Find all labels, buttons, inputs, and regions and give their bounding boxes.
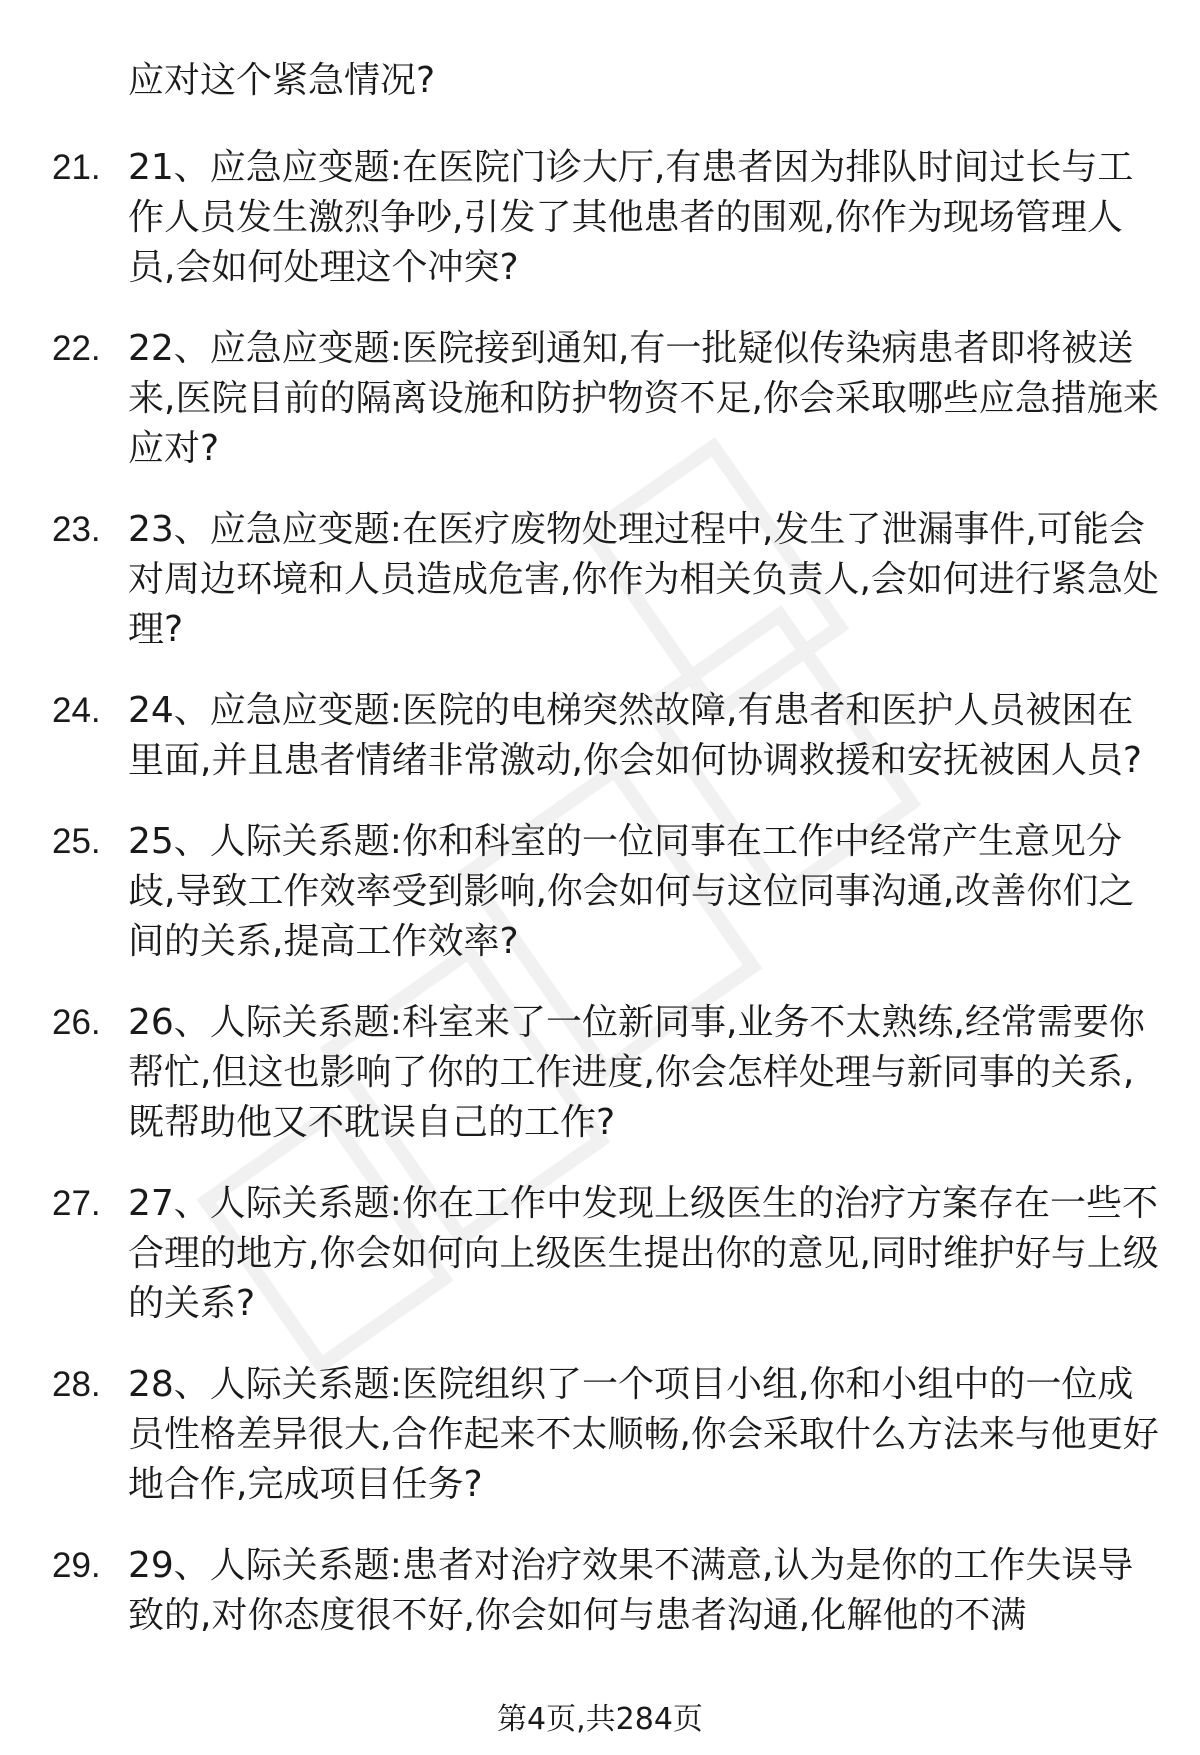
list-item	[0, 998, 1200, 1148]
question-text: 29、人际关系题:患者对治疗效果不满意,认为是你的工作失误导致的,对你态度很不好,你会如何与患者沟通,化解他的不满	[128, 1545, 1134, 1636]
question-text: 22、应急应变题:医院接到通知,有一批疑似传染病患者即将被送来,医院目前的隔离设施和防护物资不足,你会采取哪些应急措施来应对?	[128, 328, 1159, 469]
list-item	[0, 1360, 1200, 1510]
question-text: 26、人际关系题:科室来了一位新同事,业务不太熟练,经常需要你帮忙,但这也影响了你的工作进度,你会怎样处理与新同事的关系,既帮助他又不耽误自己的工作?	[128, 1002, 1145, 1143]
page-footer: 第4页,共284页	[497, 1702, 703, 1737]
question-text: 23、应急应变题:在医疗废物处理过程中,发生了泄漏事件,可能会对周边环境和人员造成危害,你作为相关负责人,会如何进行紧急处理?	[128, 509, 1159, 650]
list-item	[0, 817, 1200, 967]
list-item	[0, 505, 1200, 655]
list-item	[0, 1541, 1200, 1641]
list-item	[0, 686, 1200, 786]
list-item	[0, 1179, 1200, 1329]
question-text: 27、人际关系题:你在工作中发现上级医生的治疗方案存在一些不合理的地方,你会如何向上级医生提出你的意见,同时维护好与上级的关系?	[128, 1183, 1159, 1324]
question-number: 29.	[52, 1546, 101, 1585]
question-list	[0, 143, 1200, 1672]
question-number: 26.	[52, 1003, 101, 1042]
continuation-text: 应对这个紧急情况?	[128, 60, 436, 101]
question-text: 24、应急应变题:医院的电梯突然故障,有患者和医护人员被困在里面,并且患者情绪非常激动,你会如何协调救援和安抚被困人员?	[128, 690, 1142, 781]
question-number: 23.	[52, 510, 101, 549]
question-text: 25、人际关系题:你和科室的一位同事在工作中经常产生意见分歧,导致工作效率受到影响,你会如何与这位同事沟通,改善你们之间的关系,提高工作效率?	[128, 821, 1135, 962]
question-text: 28、人际关系题:医院组织了一个项目小组,你和小组中的一位成员性格差异很大,合作起来不太顺畅,你会采取什么方法来与他更好地合作,完成项目任务?	[128, 1364, 1159, 1505]
question-number: 24.	[52, 691, 101, 730]
question-text: 21、应急应变题:在医院门诊大厅,有患者因为排队时间过长与工作人员发生激烈争吵,引发了其他患者的围观,你作为现场管理人员,会如何处理这个冲突?	[128, 147, 1134, 288]
question-number: 21.	[52, 148, 101, 187]
question-number: 22.	[52, 329, 101, 368]
question-number: 28.	[52, 1365, 101, 1404]
question-number: 27.	[52, 1184, 101, 1223]
list-item	[0, 324, 1200, 474]
list-item	[0, 143, 1200, 293]
question-number: 25.	[52, 822, 101, 861]
